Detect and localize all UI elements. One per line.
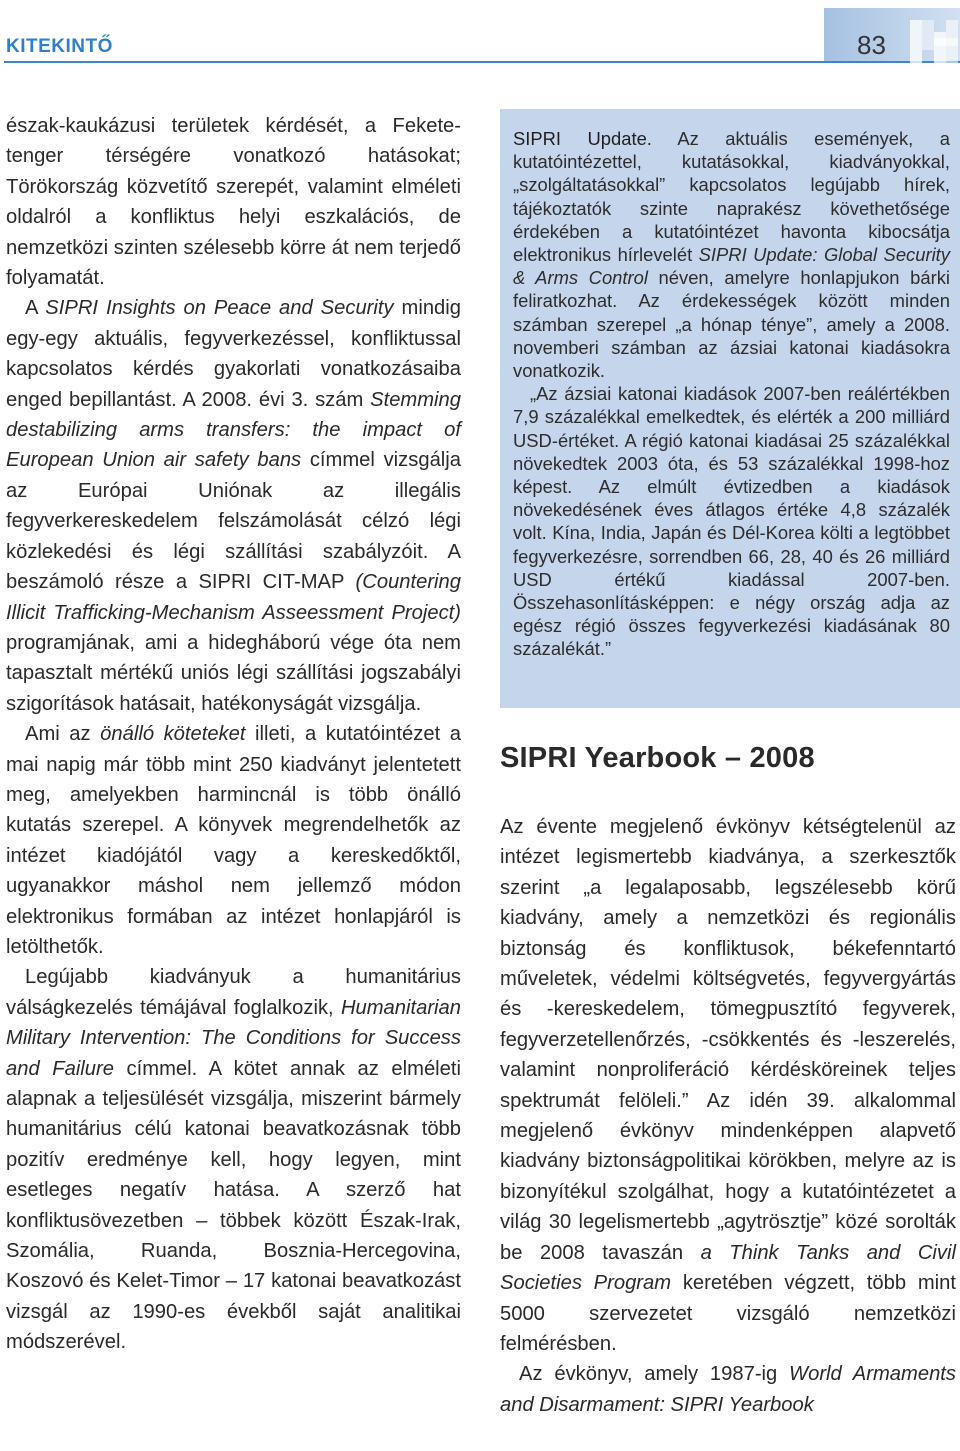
nh-logo-icon xyxy=(904,12,960,63)
right-paragraph-1: Az évente megjelenő évkönyv kétségtelenül az intézet legismertebb kiadványa, a szerkesztők szerint „a legalaposabb, legszélesebb körű kiadvány, amely a nemzetközi és regionális biztonság és konfliktusok, békefenntartó műveletek, védelmi költségvetés, fegyvergyártás és -kereskedelem, tömegpusztító fegyverek, fegyverzetellenőrzés, -csökkentés és -leszerelés, valamint nonproliferáció kérdésköreinek teljes spektrumát felöleli.” Az idén 39. alkalommal megjelenő évkönyv mindenképpen alapvető kiadvány biztonságpolitikai körökben, melyre az is bizonyítékul szolgálhat, hogy a kutatóintézetet a világ 30 legelismertebb „agytrösztje” közé sorolták be 2008 tavaszán a Think Tanks and Civil Societies Program keretében végzett, több mint 5000 szervezetet vizsgáló nemzetközi felmérésben. xyxy=(500,816,956,1355)
left-column xyxy=(6,111,461,1358)
left-paragraph-1: észak-kaukázusi területek kérdését, a Fekete-tenger térségére vonatkozó hatásokat; Törökország közvetítő szerepét, valamint elméleti oldalról a konfliktus helyi eszkalációs, de nemzetközi szinten szélesebb körre át nem terjedő folyamatát. xyxy=(6,115,461,290)
right-paragraph-2: Az évkönyv, amely 1987-ig World Armaments and Disarmament: SIPRI Yearbook xyxy=(500,1363,956,1416)
box-paragraph-2: „Az ázsiai katonai kiadások 2007-ben reálértékben 7,9 százalékkal emelkedtek, és elérték a 200 milliárd USD-értéket. A régió katonai kiadásai 25 százalékkal növekedtek 2003 óta, és 53 százalékkal 1998-hoz képest. Az elmúlt évtizedben a kiadások növekedésének éves átlagos értéke 4,8 százalék volt. Kína, India, Japán és Dél-Korea költi a legtöbbet fegyverkezésre, sorrendben 66, 28, 40 és 26 milliárd USD értékű kiadással 2007-ben. Összehasonlításképpen: e négy ország adja az egész régió összes fegyverkezési kiadásának 80 százalékát.” xyxy=(513,383,950,660)
left-paragraph-2: A SIPRI Insights on Peace and Security mindig egy-egy aktuális, fegyverkezéssel, konfliktussal kapcsolatos kérdés gyakorlati vonatkozásaiba enged bepillantást. A 2008. évi 3. szám Stemming destabilizing arms transfers: the impact of European Union air safety bans címmel vizsgálja az Európai Uniónak az illegális fegyverkereskedelem felszámolását célzó légi közlekedési és légi szállítási szabályzóit. A beszámoló része a SIPRI CIT-MAP (Countering Illicit Trafficking-Mechanism Asseessment Project) programjának, ami a hidegháború vége óta nem tapasztalt mértékű uniós légi szállítási jogszabályi szigorítások hatásait, hatékonyságát vizsgálja. xyxy=(6,297,461,715)
box-title: SIPRI Update. xyxy=(513,128,652,149)
header-rule xyxy=(4,61,960,63)
box-paragraph-1: SIPRI Update. Az aktuális események, a kutatóintézettel, kutatásokkal, kiadványokkal, „szolgáltatásokkal” kapcsolatos legújabb hírek, tájékoztatók szinte naprakész követhetősége érdekében a kutatóintézet havonta kibocsátja elektronikus hírlevelét SIPRI Update: Global Security & Arms Control néven, amelyre honlapjukon bárki feliratkozhat. Az érdekességek között minden számban szerepel „a hónap ténye”, amely a 2008. novemberi számban az ázsiai katonai kiadásokra vonatkozik. xyxy=(513,128,950,382)
yearbook-heading: SIPRI Yearbook – 2008 xyxy=(500,742,815,774)
left-paragraph-4: Legújabb kiadványuk a humanitárius válságkezelés témájával foglalkozik, Humanitarian Military Intervention: The Conditions for Success and Failure címmel. A kötet annak az elméleti alapnak a teljesülését vizsgálja, miszerint bármely humanitárius célú katonai beavatkozásnak több pozitív eredménye kell, hogy legyen, mint esetleges negatív hatása. A szerző hat konfliktusövezetben – többek között Észak-Irak, Szomália, Ruanda, Bosznia-Hercegovina, Koszovó és Kelet-Timor – 17 katonai beavatkozást vizsgál az 1990-es évekből saját analitikai módszerével. xyxy=(6,966,461,1354)
page-number-tab xyxy=(824,8,960,63)
left-paragraph-3: Ami az önálló köteteket illeti, a kutatóintézet a mai napig már több mint 250 kiadványt jelentetett meg, amelyekben harmincnál is több önálló kutatás szerepel. A könyvek megrendelhetők az intézet kiadójától vagy a kereskedőktől, ugyanakkor máshol nem jellemző módon elektronikus formában az intézet honlapjáról is letölthetők. xyxy=(6,723,461,958)
section-label: KITEKINTŐ xyxy=(6,36,113,57)
sipri-update-box xyxy=(500,109,960,708)
right-column xyxy=(500,812,956,1420)
page-number: 83 xyxy=(857,30,886,60)
